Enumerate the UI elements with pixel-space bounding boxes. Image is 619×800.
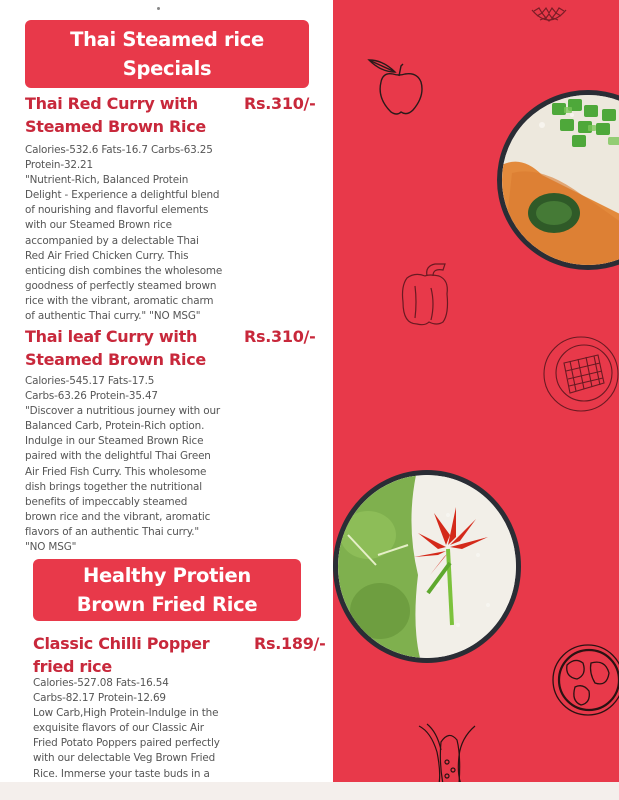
item-description xyxy=(25,374,225,555)
nutrition-line: Carbs-82.17 Protein-12.69 xyxy=(33,692,166,705)
desc-line: rice with the vibrant, aromatic charm xyxy=(25,294,214,307)
desc-line: benefits of impeccably steamed xyxy=(25,495,188,508)
bell-pepper-icon xyxy=(399,262,453,328)
lotus-icon xyxy=(530,6,568,26)
item-title-thai-red-curry xyxy=(25,92,206,138)
section-header-line: Healthy Protien xyxy=(82,564,251,587)
item-price: Rs.310/- xyxy=(244,94,316,113)
section-header-line: Specials xyxy=(122,57,212,80)
nutrition-line: Carbs-63.26 Protein-35.47 xyxy=(25,390,158,403)
item-description xyxy=(25,143,225,324)
desc-line: Red Air Fried Chicken Curry. This xyxy=(25,249,189,262)
item-title-line: fried rice xyxy=(33,657,112,676)
green-curry-food-graphic xyxy=(338,475,516,658)
thai-green-curry-bowl-image xyxy=(333,470,521,663)
red-curry-food-graphic xyxy=(502,95,619,265)
desc-line: brown rice and the vibrant, aromatic xyxy=(25,510,211,523)
desc-line: paired with the delightful Thai Green xyxy=(25,450,211,463)
nutrition-line: Calories-527.08 Fats-16.54 xyxy=(33,677,169,689)
desc-line: accompanied by a delectable Thai xyxy=(25,234,199,247)
waffle-plate-icon xyxy=(542,335,619,413)
section-header-healthy-protein-fried-rice xyxy=(33,559,301,621)
item-title-classic-chilli-popper xyxy=(33,632,209,678)
bottom-bar xyxy=(0,782,619,800)
item-title-line: Classic Chilli Popper xyxy=(33,634,210,653)
desc-line: flavors of an authentic Thai curry." xyxy=(25,525,200,538)
desc-line: "Discover a nutritious journey with our xyxy=(25,405,221,418)
desc-line: Rice. Immerse your taste buds in a xyxy=(33,767,210,780)
desc-line: Indulge in our Steamed Brown Rice xyxy=(25,435,204,448)
desc-line: Delight - Experience a delightful blend xyxy=(25,189,220,202)
desc-line: with our Steamed Brown rice xyxy=(25,219,172,232)
desc-line: Fried Potato Poppers paired perfectly xyxy=(33,737,220,750)
section-header-line: Thai Steamed rice xyxy=(70,28,264,51)
section-header-thai-steamed-rice xyxy=(25,20,309,88)
strawberry-plate-icon xyxy=(551,643,619,717)
item-title-line: Thai leaf Curry with xyxy=(25,327,198,346)
item-description xyxy=(33,676,233,782)
page-marker-dot xyxy=(157,7,160,10)
item-price: Rs.189/- xyxy=(254,634,326,653)
nutrition-line: Calories-532.6 Fats-16.7 Carbs-63.25 xyxy=(25,144,213,156)
apple-icon xyxy=(367,58,433,120)
item-price: Rs.310/- xyxy=(244,327,316,346)
desc-line: Air Fried Fish Curry. This wholesome xyxy=(25,465,207,478)
item-title-line: Steamed Brown Rice xyxy=(25,117,206,136)
item-title-line: Steamed Brown Rice xyxy=(25,350,206,369)
desc-line: of authentic Thai curry." "NO MSG" xyxy=(25,310,201,323)
section-header-line: Brown Fried Rice xyxy=(76,593,258,616)
desc-line: dish brings together the nutritional xyxy=(25,480,202,493)
item-title-thai-leaf-curry xyxy=(25,325,206,371)
desc-line: of nourishing and flavorful elements xyxy=(25,204,209,217)
nutrition-line: Protein-32.21 xyxy=(25,159,93,172)
desc-line: Balanced Carb, Protein-Rich option. xyxy=(25,420,205,433)
desc-line: exquisite flavors of our Classic Air xyxy=(33,722,204,735)
desc-line: "Nutrient-Rich, Balanced Protein xyxy=(25,174,189,187)
nutrition-line: Calories-545.17 Fats-17.5 xyxy=(25,375,155,387)
desc-line: "NO MSG" xyxy=(25,541,77,554)
desc-line: enticing dish combines the wholesome xyxy=(25,264,223,277)
desc-line: with our delectable Veg Brown Fried xyxy=(33,752,216,765)
desc-line: Low Carb,High Protein-Indulge in the xyxy=(33,707,219,720)
desc-line: goodness of perfectly steamed brown xyxy=(25,279,217,292)
item-title-line: Thai Red Curry with xyxy=(25,94,198,113)
corn-icon xyxy=(417,722,479,782)
